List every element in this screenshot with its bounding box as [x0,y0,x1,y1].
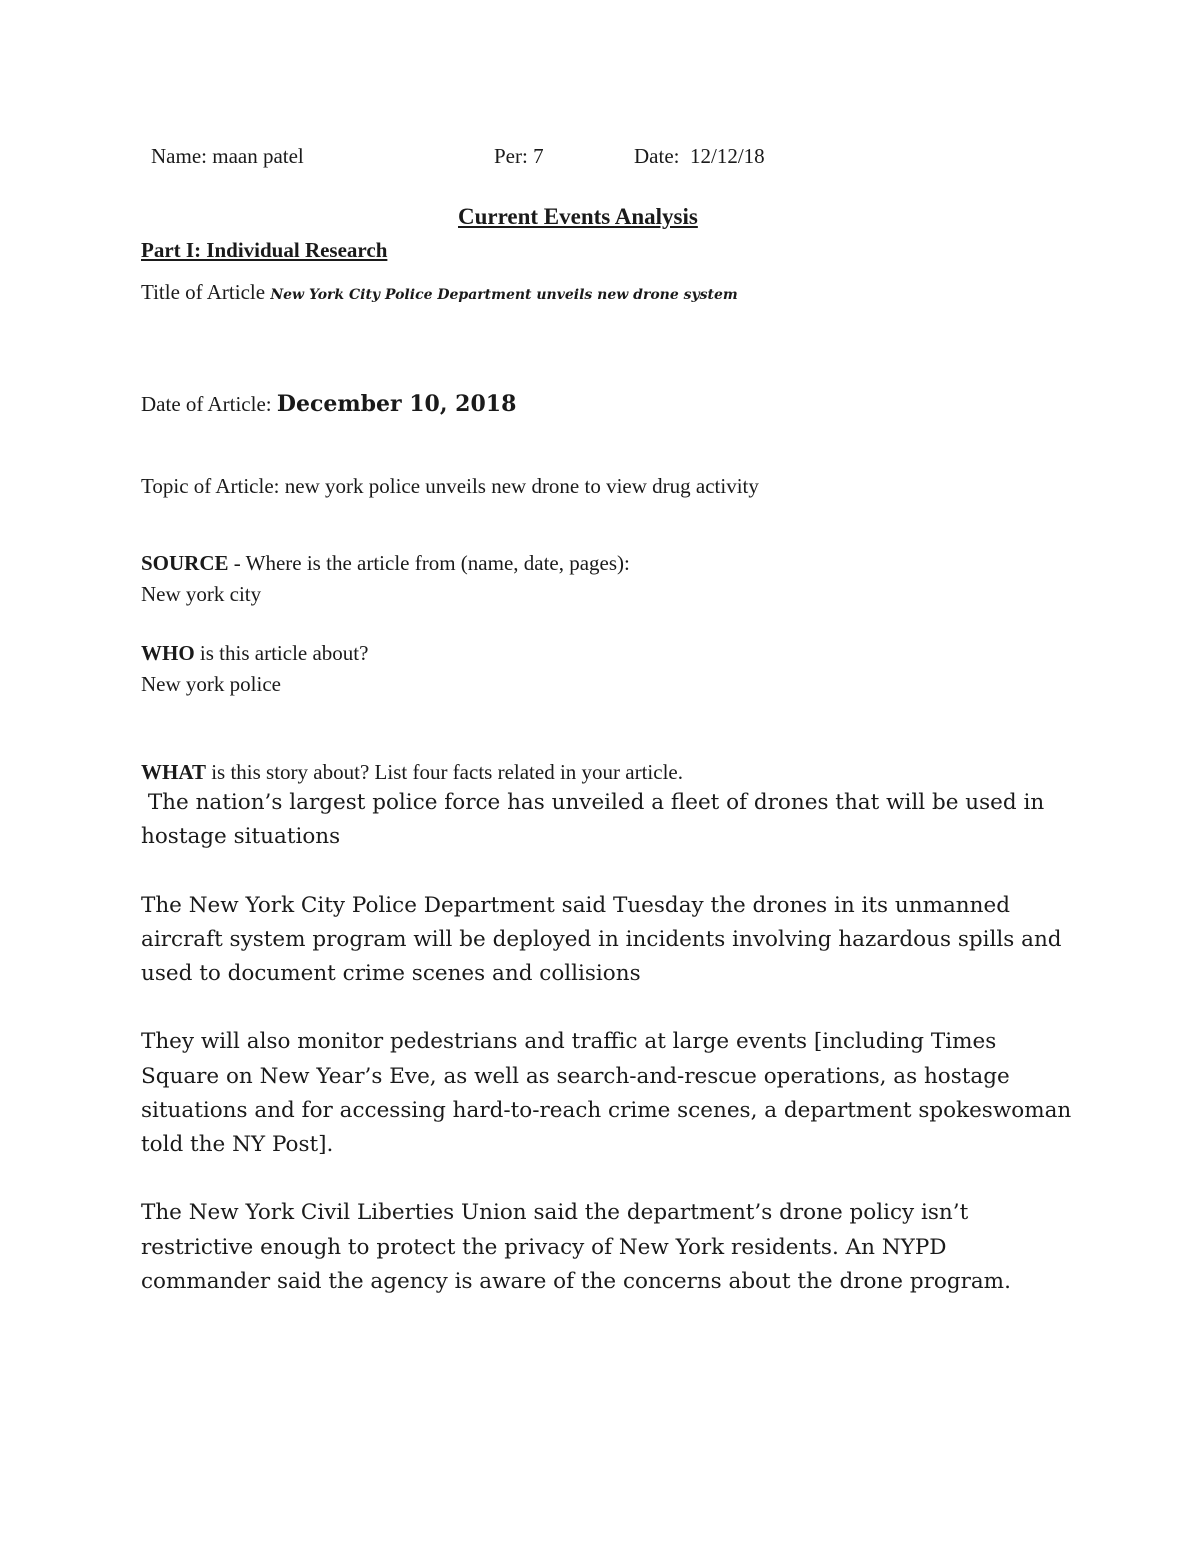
source-question [141,551,630,576]
what-keyword: WHAT [141,760,206,784]
article-date-value: December 10, 2018 [276,391,517,417]
source-answer: New york city [141,582,262,606]
who-keyword: WHO [141,641,195,665]
article-title-value: New York City Police Department unveils new drone system [270,287,738,303]
article-date-label: Date of Article: [141,392,277,416]
who-question-text: is this article about? [194,641,369,665]
name-value: maan patel [212,144,304,168]
fact-item: The New York Civil Liberties Union said the department’s drone policy isn’t restrictive enough to protect the privacy of New York residents. An NYPD commander said the agency is aware of the concerns about the drone program. [141,1200,1011,1294]
name-field [151,144,304,169]
what-question-text: is this story about? List four facts related in your article. [205,760,683,784]
article-title-label: Title of Article [141,280,271,304]
article-title-field [141,280,738,305]
facts-list [141,786,1081,1299]
document-title: Current Events Analysis [458,204,698,229]
source-keyword: SOURCE [141,551,229,575]
article-date-field [141,391,516,417]
topic-field [141,474,759,499]
topic-value: new york police unveils new drone to view drug activity [284,474,759,498]
source-question-text: - Where is the article from (name, date, pages): [228,551,630,575]
period-value: 7 [533,144,544,168]
who-question [141,641,368,666]
who-answer: New york police [141,672,281,696]
period-label: Per: [494,144,534,168]
fact-item: The nation’s largest police force has unveiled a fleet of drones that will be used in hostage situations [141,790,1052,850]
topic-label: Topic of Article: [141,474,285,498]
date-field [634,144,765,169]
fact-item: They will also monitor pedestrians and traffic at large events [including Times Square on New Year’s Eve, as well as search-and-rescue operations, as hostage situations and for accessing hard-to-reach crime scenes, a department spokeswoman told the NY Post]. [141,1029,1072,1157]
part-heading: Part I: Individual Research [141,238,388,262]
fact-item: The New York City Police Department said Tuesday the drones in its unmanned aircraft system program will be deployed in incidents involving hazardous spills and used to document crime scenes and collisions [141,892,1062,986]
date-value: 12/12/18 [689,144,765,168]
date-label: Date: [634,144,690,168]
period-field [494,144,544,169]
what-question [141,760,683,785]
name-label: Name: [151,144,213,168]
